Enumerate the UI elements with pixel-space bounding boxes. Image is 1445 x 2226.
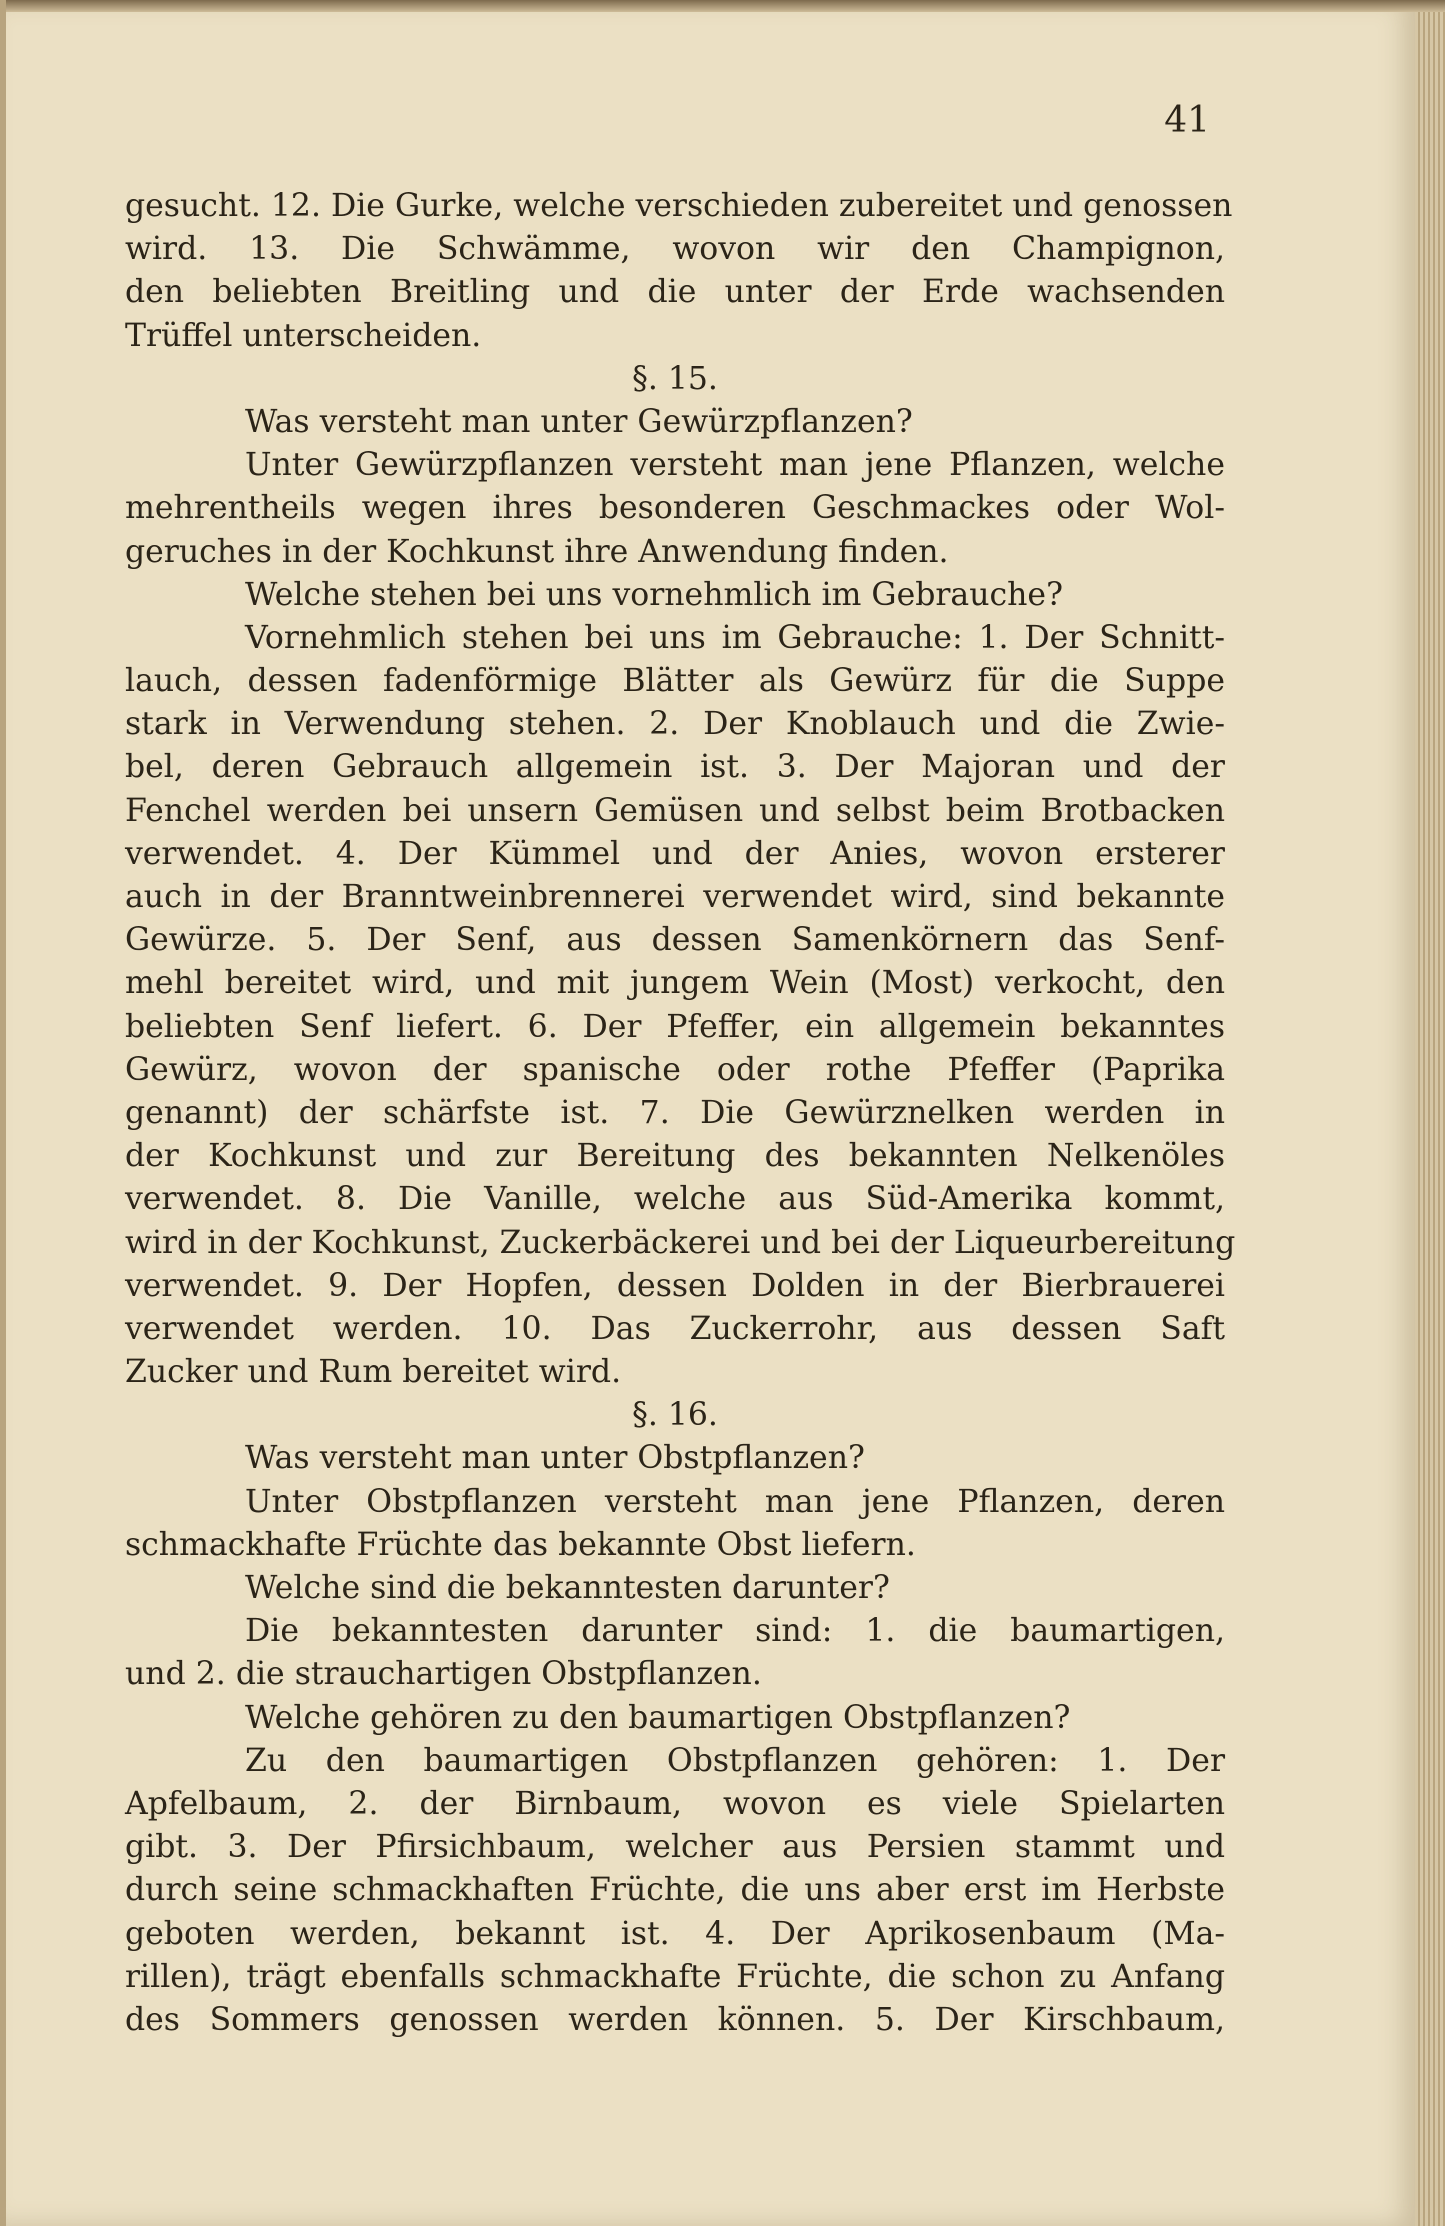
question-line: Welche gehören zu den baumartigen Obstpflanzen?: [245, 1699, 1071, 1736]
text-line: Die bekanntesten darunter sind: 1. die baumartigen,: [245, 1613, 1225, 1650]
text-line: Gewürz, wovon der spanische oder rothe Pfeffer (Paprika: [125, 1051, 1225, 1088]
question-line: Was versteht man unter Obstpflanzen?: [245, 1440, 865, 1477]
text-line: verwendet. 8. Die Vanille, welche aus Süd-Amerika kommt,: [125, 1181, 1225, 1218]
text-line: auch in der Branntweinbrennerei verwendet wird, sind bekannte: [125, 879, 1225, 915]
text-line: genannt) der schärfste ist. 7. Die Gewürznelken werden in: [125, 1094, 1225, 1131]
text-line: Fenchel werden bei unsern Gemüsen und selbst beim Brotbacken: [125, 792, 1225, 829]
section-heading: §. 15.: [632, 360, 718, 397]
text-line: geruches in der Kochkunst ihre Anwendung finden.: [125, 533, 949, 570]
text-line: lauch, dessen fadenförmige Blätter als Gewürz für die Suppe: [125, 663, 1225, 700]
text-line: den beliebten Breitling und die unter der Erde wachsenden: [125, 274, 1225, 311]
question-line: Welche sind die bekanntesten darunter?: [245, 1570, 890, 1606]
question-line: Welche stehen bei uns vornehmlich im Gebrauche?: [245, 576, 1063, 613]
text-line: mehl bereitet wird, und mit jungem Wein (Most) verkocht, den: [125, 965, 1225, 1002]
page-stack-edge: [1415, 0, 1445, 2226]
section-heading: §. 16.: [632, 1397, 718, 1434]
question-line: Was versteht man unter Gewürzpflanzen?: [245, 403, 913, 440]
text-line: und 2. die strauchartigen Obstpflanzen.: [125, 1656, 762, 1693]
text-line: Vornehmlich stehen bei uns im Gebrauche: 1. Der Schnitt-: [245, 619, 1225, 656]
text-line: verwendet. 9. Der Hopfen, dessen Dolden in der Bierbrauerei: [125, 1267, 1225, 1304]
binding-edge: [0, 0, 6, 2226]
text-line: gesucht. 12. Die Gurke, welche verschieden zubereitet und genossen: [125, 188, 1233, 224]
text-line: Gewürze. 5. Der Senf, aus dessen Samenkörnern das Senf-: [125, 922, 1225, 959]
text-line: wird. 13. Die Schwämme, wovon wir den Champignon,: [125, 231, 1225, 268]
text-line: geboten werden, bekannt ist. 4. Der Aprikosenbaum (Ma-: [125, 1915, 1225, 1952]
text-line: mehrentheils wegen ihres besonderen Geschmackes oder Wol-: [125, 490, 1225, 527]
text-line: bel, deren Gebrauch allgemein ist. 3. Der Majoran und der: [125, 749, 1225, 786]
text-line: Unter Gewürzpflanzen versteht man jene Pflanzen, welche: [245, 447, 1225, 484]
text-line: Trüffel unterscheiden.: [125, 317, 482, 354]
text-line: Zucker und Rum bereitet wird.: [125, 1354, 622, 1391]
text-line: Apfelbaum, 2. der Birnbaum, wovon es viele Spielarten: [125, 1785, 1225, 1822]
text-line: gibt. 3. Der Pfirsichbaum, welcher aus Persien stammt und: [125, 1829, 1225, 1866]
text-line: rillen), trägt ebenfalls schmackhafte Früchte, die schon zu Anfang: [125, 1958, 1225, 1995]
text-line: verwendet. 4. Der Kümmel und der Anies, wovon ersterer: [125, 835, 1225, 872]
text-line: durch seine schmackhaften Früchte, die uns aber erst im Herbste: [125, 1872, 1225, 1909]
text-line: stark in Verwendung stehen. 2. Der Knoblauch und die Zwie-: [125, 706, 1225, 743]
text-line: Unter Obstpflanzen versteht man jene Pflanzen, deren: [245, 1483, 1225, 1520]
text-line: des Sommers genossen werden können. 5. Der Kirschbaum,: [125, 2001, 1225, 2038]
page-number: 41: [1164, 100, 1210, 141]
text-line: der Kochkunst und zur Bereitung des bekannten Nelkenöles: [125, 1138, 1225, 1175]
text-line: schmackhafte Früchte das bekannte Obst liefern.: [125, 1526, 916, 1563]
body-text: [125, 185, 1236, 2042]
page-top-edge: [0, 0, 1445, 12]
text-line: verwendet werden. 10. Das Zuckerrohr, aus dessen Saft: [125, 1310, 1225, 1347]
text-line: beliebten Senf liefert. 6. Der Pfeffer, ein allgemein bekanntes: [125, 1008, 1225, 1045]
text-line: Zu den baumartigen Obstpflanzen gehören: 1. Der: [245, 1742, 1225, 1779]
text-line: wird in der Kochkunst, Zuckerbäckerei und bei der Liqueurbereitung: [125, 1224, 1236, 1261]
